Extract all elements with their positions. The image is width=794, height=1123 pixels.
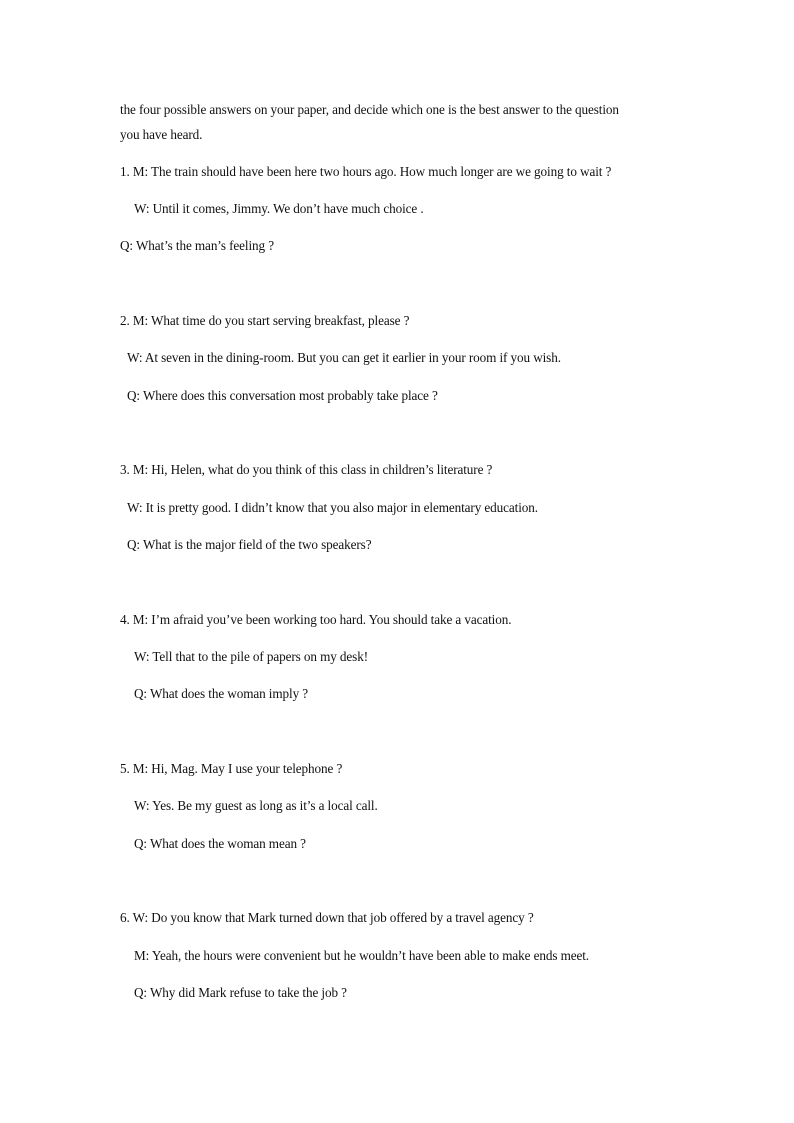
item-4-speaker-2: W: Tell that to the pile of papers on my desk! xyxy=(134,649,368,664)
item-5-question: Q: What does the woman mean ? xyxy=(134,836,306,851)
item-1-speaker-2: W: Until it comes, Jimmy. We don’t have much choice . xyxy=(134,201,424,216)
item-1-speaker-1: 1. M: The train should have been here two hours ago. How much longer are we going to wait ? xyxy=(120,164,612,179)
item-2-question: Q: Where does this conversation most probably take place ? xyxy=(127,388,438,403)
item-6-question: Q: Why did Mark refuse to take the job ? xyxy=(134,985,347,1000)
item-6-speaker-1: 6. W: Do you know that Mark turned down that job offered by a travel agency ? xyxy=(120,910,534,925)
item-5-speaker-2: W: Yes. Be my guest as long as it’s a local call. xyxy=(134,798,378,813)
item-2-speaker-1: 2. M: What time do you start serving breakfast, please ? xyxy=(120,313,410,328)
intro-line-2: you have heard. xyxy=(120,127,203,142)
item-6-speaker-2: M: Yeah, the hours were convenient but he wouldn’t have been able to make ends meet. xyxy=(134,948,589,963)
intro-line-1: the four possible answers on your paper, and decide which one is the best answer to the question xyxy=(120,102,619,117)
item-3-question: Q: What is the major field of the two speakers? xyxy=(127,537,372,552)
item-4-speaker-1: 4. M: I’m afraid you’ve been working too hard. You should take a vacation. xyxy=(120,612,512,627)
item-1-question: Q: What’s the man’s feeling ? xyxy=(120,238,274,253)
item-2-speaker-2: W: At seven in the dining-room. But you can get it earlier in your room if you wish. xyxy=(127,350,561,365)
item-3-speaker-1: 3. M: Hi, Helen, what do you think of this class in children’s literature ? xyxy=(120,462,493,477)
item-3-speaker-2: W: It is pretty good. I didn’t know that you also major in elementary education. xyxy=(127,500,538,515)
item-5-speaker-1: 5. M: Hi, Mag. May I use your telephone ? xyxy=(120,761,343,776)
item-4-question: Q: What does the woman imply ? xyxy=(134,686,309,701)
